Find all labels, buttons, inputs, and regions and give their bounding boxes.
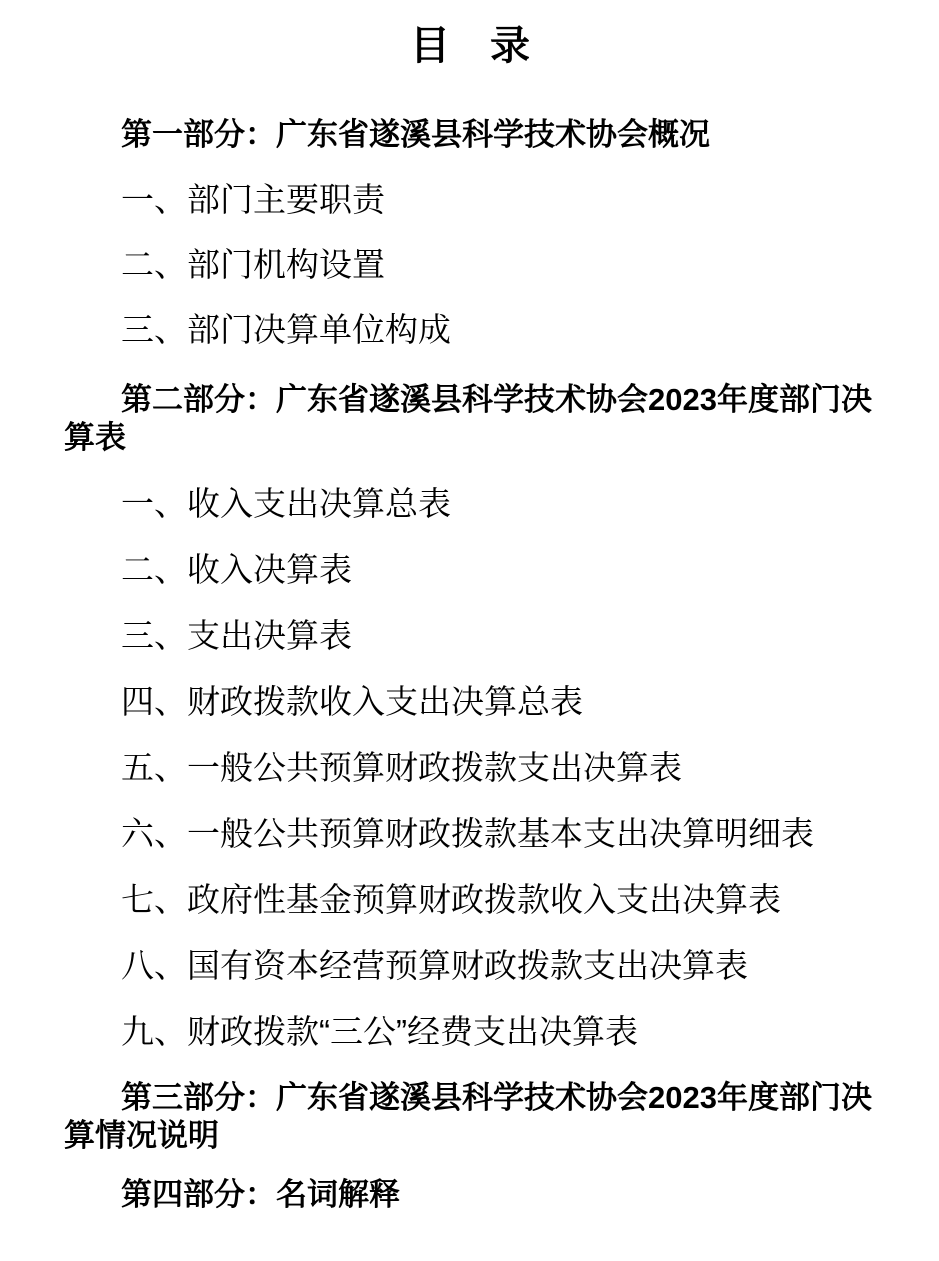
toc-item-part2-7: 七、政府性基金预算财政拨款收入支出决算表 [121, 881, 781, 918]
toc-item-part2-8: 八、国有资本经营预算财政拨款支出决算表 [121, 947, 748, 984]
toc-item-part2-2: 二、收入决算表 [121, 551, 352, 588]
section-part1-heading: 第一部分：广东省遂溪县科学技术协会概况 [121, 117, 710, 152]
toc-item-part2-3: 三、支出决算表 [121, 617, 352, 654]
toc-item-part2-5: 五、一般公共预算财政拨款支出决算表 [121, 749, 682, 786]
section-part2-heading: 第二部分：广东省遂溪县科学技术协会2023年度部门决算表 [64, 382, 872, 455]
toc-title: 目 录 [410, 24, 530, 68]
toc-item-part2-4: 四、财政拨款收入支出决算总表 [121, 683, 583, 720]
section-part4-heading: 第四部分：名词解释 [121, 1177, 400, 1212]
toc-item-part2-6: 六、一般公共预算财政拨款基本支出决算明细表 [121, 815, 814, 852]
toc-item-part2-1: 一、收入支出决算总表 [121, 485, 451, 522]
section-part1 [64, 116, 876, 349]
section-part3-heading: 第三部分：广东省遂溪县科学技术协会2023年度部门决算情况说明 [64, 1080, 872, 1153]
toc-item-part2-9: 九、财政拨款“三公”经费支出决算表 [121, 1013, 638, 1050]
toc-item-part1-2: 二、部门机构设置 [121, 246, 385, 283]
toc-item-part1-3: 三、部门决算单位构成 [121, 311, 451, 348]
section-part3 [64, 1079, 876, 1155]
section-part4 [64, 1176, 876, 1214]
toc-item-part1-1: 一、部门主要职责 [121, 181, 385, 218]
section-part2 [64, 381, 876, 1051]
